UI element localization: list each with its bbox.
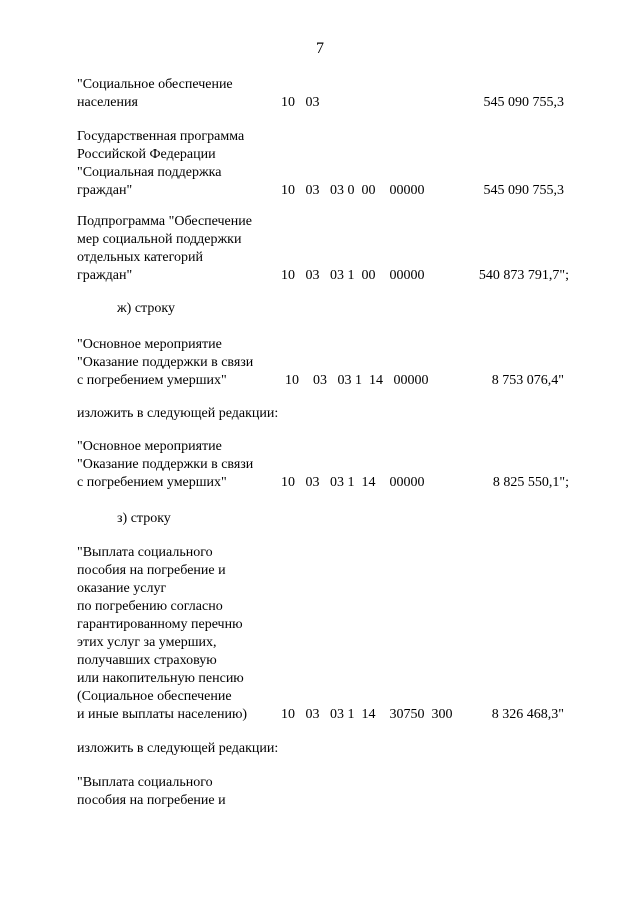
row-amount: 540 873 791,7"; <box>478 268 569 283</box>
row-label-line: Российской Федерации <box>77 147 216 162</box>
row-label-line: граждан" <box>77 268 133 283</box>
row-label-line: с погребением умерших" <box>77 373 227 388</box>
row-amount: 545 090 755,3 <box>483 183 564 198</box>
row-codes: 10 03 <box>281 95 320 110</box>
row-label-line: "Выплата социального <box>77 545 213 560</box>
instruction-z: з) строку <box>117 511 171 526</box>
replace-instruction: изложить в следующей редакции: <box>77 406 279 421</box>
row-label-line: по погребению согласно <box>77 599 223 614</box>
row-codes: 10 03 03 1 00 00000 <box>281 268 425 283</box>
row-label-line: пособия на погребение и <box>77 793 226 808</box>
row-amount: 8 825 550,1"; <box>492 475 569 490</box>
row-label-line: "Основное мероприятие <box>77 439 222 454</box>
row-codes: 10 03 03 1 14 00000 <box>285 373 429 388</box>
row-codes: 10 03 03 1 14 00000 <box>281 475 425 490</box>
row-label-line: этих услуг за умерших, <box>77 635 217 650</box>
row-label-line: или накопительную пенсию <box>77 671 244 686</box>
row-label-line: населения <box>77 95 138 110</box>
row-label-line: и иные выплаты населению) <box>77 707 248 722</box>
row-amount: 545 090 755,3 <box>483 95 564 110</box>
replace-instruction: изложить в следующей редакции: <box>77 741 279 756</box>
row-label-line: гарантированному перечню <box>77 617 243 632</box>
row-label-line: отдельных категорий <box>77 250 204 265</box>
row-label-line: Государственная программа <box>77 129 245 144</box>
row-amount: 8 753 076,4" <box>491 373 564 388</box>
row-label-line: "Оказание поддержки в связи <box>77 355 254 370</box>
page-number: 7 <box>316 40 324 57</box>
row-label-line: пособия на погребение и <box>77 563 226 578</box>
row-label-line: оказание услуг <box>77 581 167 596</box>
instruction-zh: ж) строку <box>117 301 175 316</box>
row-label-line: Подпрограмма "Обеспечение <box>77 214 252 229</box>
row-label-line: получавших страховую <box>77 653 217 668</box>
row-amount: 8 326 468,3" <box>491 707 564 722</box>
row-label-line: "Оказание поддержки в связи <box>77 457 254 472</box>
row-label-line: (Социальное обеспечение <box>77 689 232 704</box>
row-label-line: мер социальной поддержки <box>77 232 242 247</box>
row-label-line: "Социальное обеспечение <box>77 77 233 92</box>
row-label-line: "Основное мероприятие <box>77 337 222 352</box>
row-label-line: граждан" <box>77 183 133 198</box>
row-label-line: "Социальная поддержка <box>77 165 222 180</box>
row-codes: 10 03 03 0 00 00000 <box>281 183 425 198</box>
row-label-line: с погребением умерших" <box>77 475 227 490</box>
row-codes: 10 03 03 1 14 30750 300 <box>281 707 453 722</box>
row-label-line: "Выплата социального <box>77 775 213 790</box>
